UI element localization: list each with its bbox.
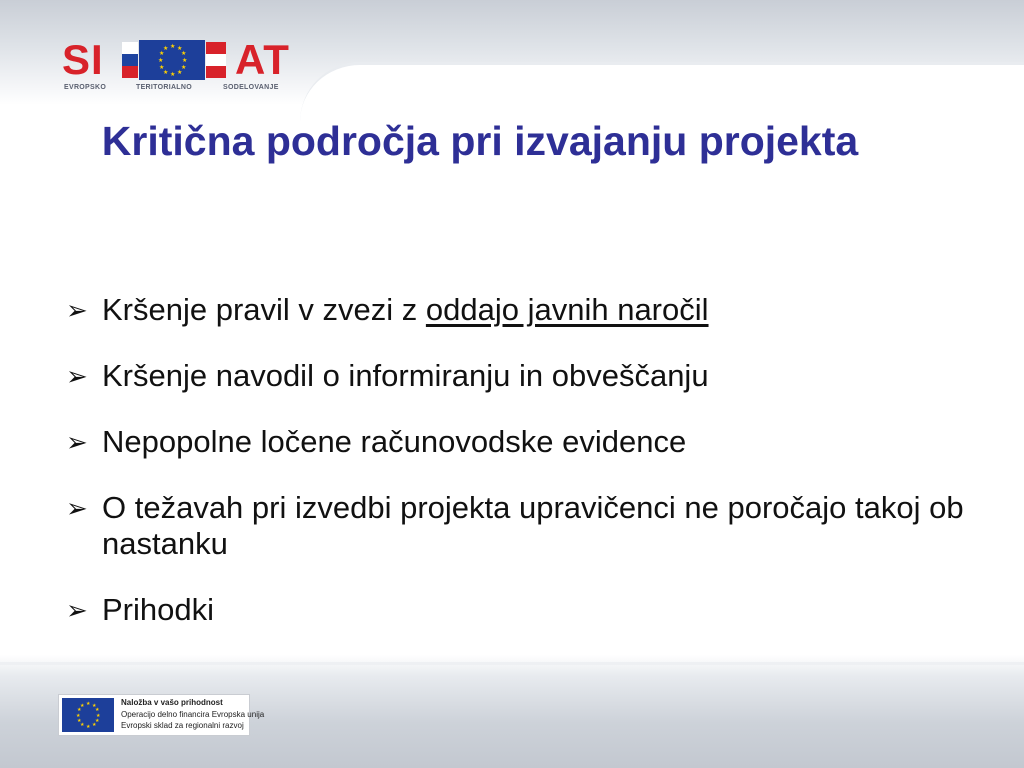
si-at-logo bbox=[62, 38, 302, 96]
arrow-bullet-icon: ➢ bbox=[66, 295, 88, 325]
bullet-item bbox=[66, 592, 966, 628]
bullet-item bbox=[66, 424, 966, 460]
eu-flag-icon bbox=[62, 698, 114, 732]
badge-line-1: Naložba v vašo prihodnost bbox=[121, 698, 223, 707]
svg-text:★: ★ bbox=[181, 50, 187, 57]
svg-text:★: ★ bbox=[181, 64, 187, 71]
svg-text:★: ★ bbox=[159, 50, 165, 57]
svg-text:★: ★ bbox=[163, 69, 169, 76]
svg-text:★: ★ bbox=[177, 69, 183, 76]
svg-text:★: ★ bbox=[96, 713, 101, 719]
bullet-item bbox=[66, 358, 966, 394]
slide-title: Kritična področja pri izvajanju projekta bbox=[101, 118, 859, 164]
svg-text:★: ★ bbox=[95, 707, 100, 713]
logo-subtitle-1: EVROPSKO bbox=[64, 84, 107, 91]
bullet-text: Kršenje pravil v zvezi z bbox=[102, 292, 426, 327]
eu-funding-badge bbox=[58, 694, 265, 736]
footer-divider bbox=[0, 662, 1024, 665]
arrow-bullet-icon: ➢ bbox=[66, 427, 88, 457]
bullet-text: O težavah pri izvedbi projekta upravičenci ne poročajo takoj ob nastanku bbox=[102, 490, 964, 561]
svg-text:★: ★ bbox=[77, 718, 82, 724]
austria-flag-icon bbox=[206, 42, 226, 78]
svg-text:★: ★ bbox=[159, 64, 165, 71]
logo-si-text: SI bbox=[62, 36, 104, 83]
bullet-text: Kršenje navodil o informiranju in obveščanju bbox=[102, 358, 709, 393]
arrow-bullet-icon: ➢ bbox=[66, 361, 88, 391]
bullet-text: Nepopolne ločene računovodske evidence bbox=[102, 424, 687, 459]
svg-text:★: ★ bbox=[76, 713, 81, 719]
svg-text:★: ★ bbox=[177, 45, 183, 52]
svg-text:★: ★ bbox=[86, 724, 91, 730]
eu-flag-icon bbox=[139, 40, 205, 80]
svg-text:★: ★ bbox=[170, 43, 176, 50]
svg-text:★: ★ bbox=[170, 71, 176, 78]
svg-text:★: ★ bbox=[77, 707, 82, 713]
bullet-text: Prihodki bbox=[102, 592, 214, 627]
logo-at-text: AT bbox=[235, 36, 290, 83]
logo-subtitle-2: TERITORIALNO bbox=[136, 84, 192, 91]
logo-subtitle-3: SODELOVANJE bbox=[223, 84, 279, 91]
svg-text:★: ★ bbox=[80, 703, 85, 709]
bullet-list bbox=[66, 292, 966, 658]
svg-text:★: ★ bbox=[86, 701, 91, 707]
svg-text:★: ★ bbox=[80, 722, 85, 728]
arrow-bullet-icon: ➢ bbox=[66, 595, 88, 625]
svg-text:★: ★ bbox=[182, 57, 188, 64]
slovenia-flag-icon bbox=[122, 42, 138, 78]
svg-text:★: ★ bbox=[158, 57, 164, 64]
svg-text:★: ★ bbox=[92, 703, 97, 709]
badge-line-2: Operacijo delno financira Evropska unija bbox=[121, 710, 265, 719]
bullet-underlined-text: oddajo javnih naročil bbox=[425, 292, 709, 327]
bullet-item bbox=[66, 490, 966, 562]
bullet-item bbox=[66, 292, 966, 328]
arrow-bullet-icon: ➢ bbox=[66, 493, 88, 523]
svg-text:★: ★ bbox=[95, 718, 100, 724]
svg-text:★: ★ bbox=[163, 45, 169, 52]
svg-text:★: ★ bbox=[92, 722, 97, 728]
badge-line-3: Evropski sklad za regionalni razvoj bbox=[121, 721, 244, 730]
